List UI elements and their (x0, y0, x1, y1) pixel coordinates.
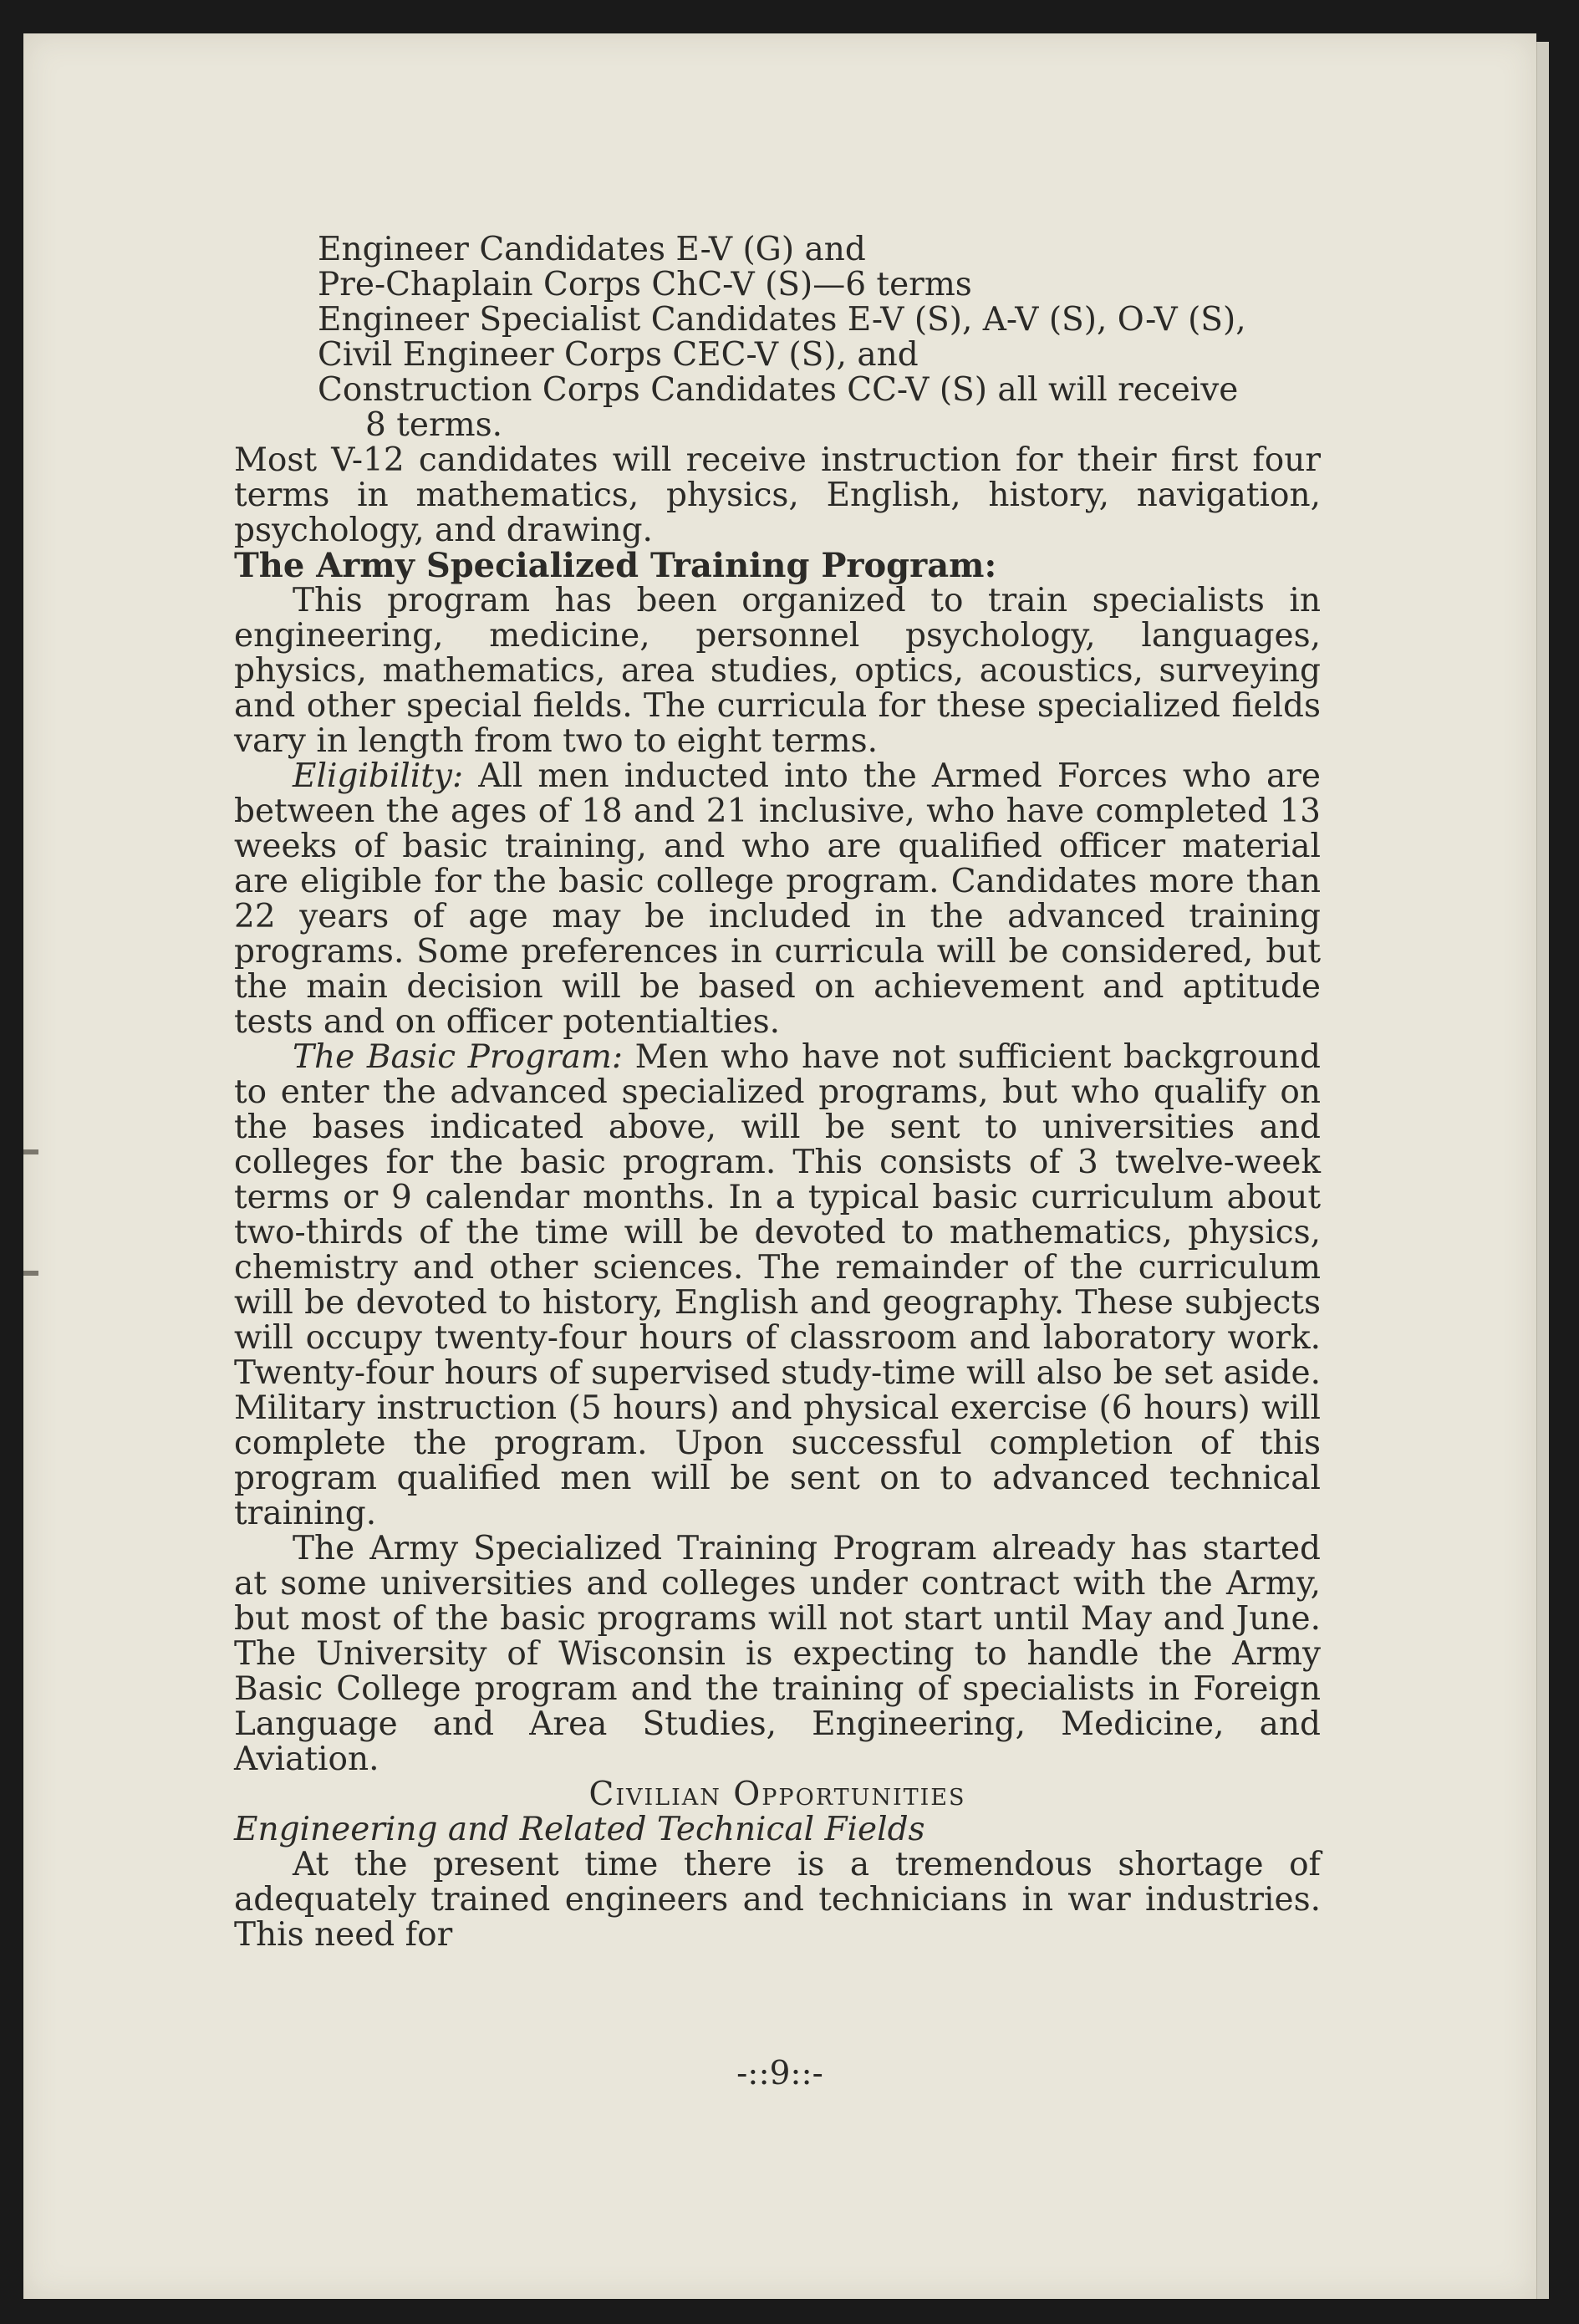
engineering-paragraph: At the present time there is a tremendous shortage of adequately trained engineers and technicians in war industries. This need for (234, 1846, 1321, 1954)
page-number: -::9::- (736, 2055, 823, 2092)
basic-program-text: Men who have not sufficient background to enter the advanced specialized programs, but who qualify on the bases indicated above, will be sent to universities and colleges for the basic program. This consists of 3 twelve-week terms or 9 calendar months. In a typical basic curriculum about two-thirds of the time will be devoted to mathematics, physics, chemistry and other sciences. The remainder of the curriculum will be devoted to history, English and geography. These subjects will occupy twenty-four hours of classroom and laboratory work. Twenty-four hours of supervised study-time will also be set aside. Military instruction (5 hours) and physical exercise (6 hours) will complete the program. Upon successful completion of this program qualified men will be sent on to advanced technical training. (234, 1038, 1321, 1532)
binder-mark (23, 1149, 38, 1154)
basic-program-paragraph (234, 1040, 1321, 1531)
eligibility-paragraph (234, 759, 1321, 1040)
astp-heading: The Army Specialized Training Program: (234, 546, 997, 585)
page-content (234, 232, 1321, 1953)
list-line: Engineer Candidates E-V (G) and (318, 231, 866, 268)
basic-program-label: The Basic Program: (293, 1038, 624, 1076)
v12-paragraph: Most V-12 candidates will receive instruction for their first four terms in mathematics, physics, English, history, navigation, psychology, and drawing. (234, 441, 1321, 549)
civilian-heading: Civilian Opportunities (588, 1776, 966, 1813)
list-line: Pre-Chaplain Corps ChC-V (S)—6 terms (318, 266, 972, 303)
eligibility-text: All men inducted into the Armed Forces who are between the ages of 18 and 21 inclusive, who have completed 13 weeks of basic training, and who are qualified officer material are eligible for the basic college program. Candidates more than 22 years of age may be included in the advanced training programs. Some preferences in curricula will be considered, but the main decision will be based on achievement and aptitude tests and on officer potentialties. (234, 757, 1321, 1041)
list-line: 8 terms. (365, 406, 502, 444)
list-line: Engineer Specialist Candidates E-V (S), A-V (S), O-V (S), (318, 301, 1246, 339)
engineering-heading: Engineering and Related Technical Fields (234, 1811, 925, 1848)
astp-status-paragraph: The Army Specialized Training Program already has started at some universities and colleges under contract with the Army, but most of the basic programs will not start until May and June. The University of Wisconsin is expecting to handle the Army Basic College program and the training of specialists in Foreign Language and Area Studies, Engineering, Medicine, and Aviation. (234, 1530, 1321, 1778)
binder-mark (23, 1271, 38, 1276)
list-line: Construction Corps Candidates CC-V (S) all will receive (318, 371, 1239, 409)
eligibility-label: Eligibility: (293, 757, 464, 795)
page-edge (1536, 42, 1549, 2299)
document-page (23, 33, 1536, 2299)
list-line: Civil Engineer Corps CEC-V (S), and (318, 336, 919, 374)
astp-intro-paragraph: This program has been organized to train specialists in engineering, medicine, personnel psychology, languages, physics, mathematics, area studies, optics, acoustics, surveying and other special fields. The curricula for these specialized fields vary in length from two to eight terms. (234, 582, 1321, 760)
candidate-list (234, 232, 1321, 443)
